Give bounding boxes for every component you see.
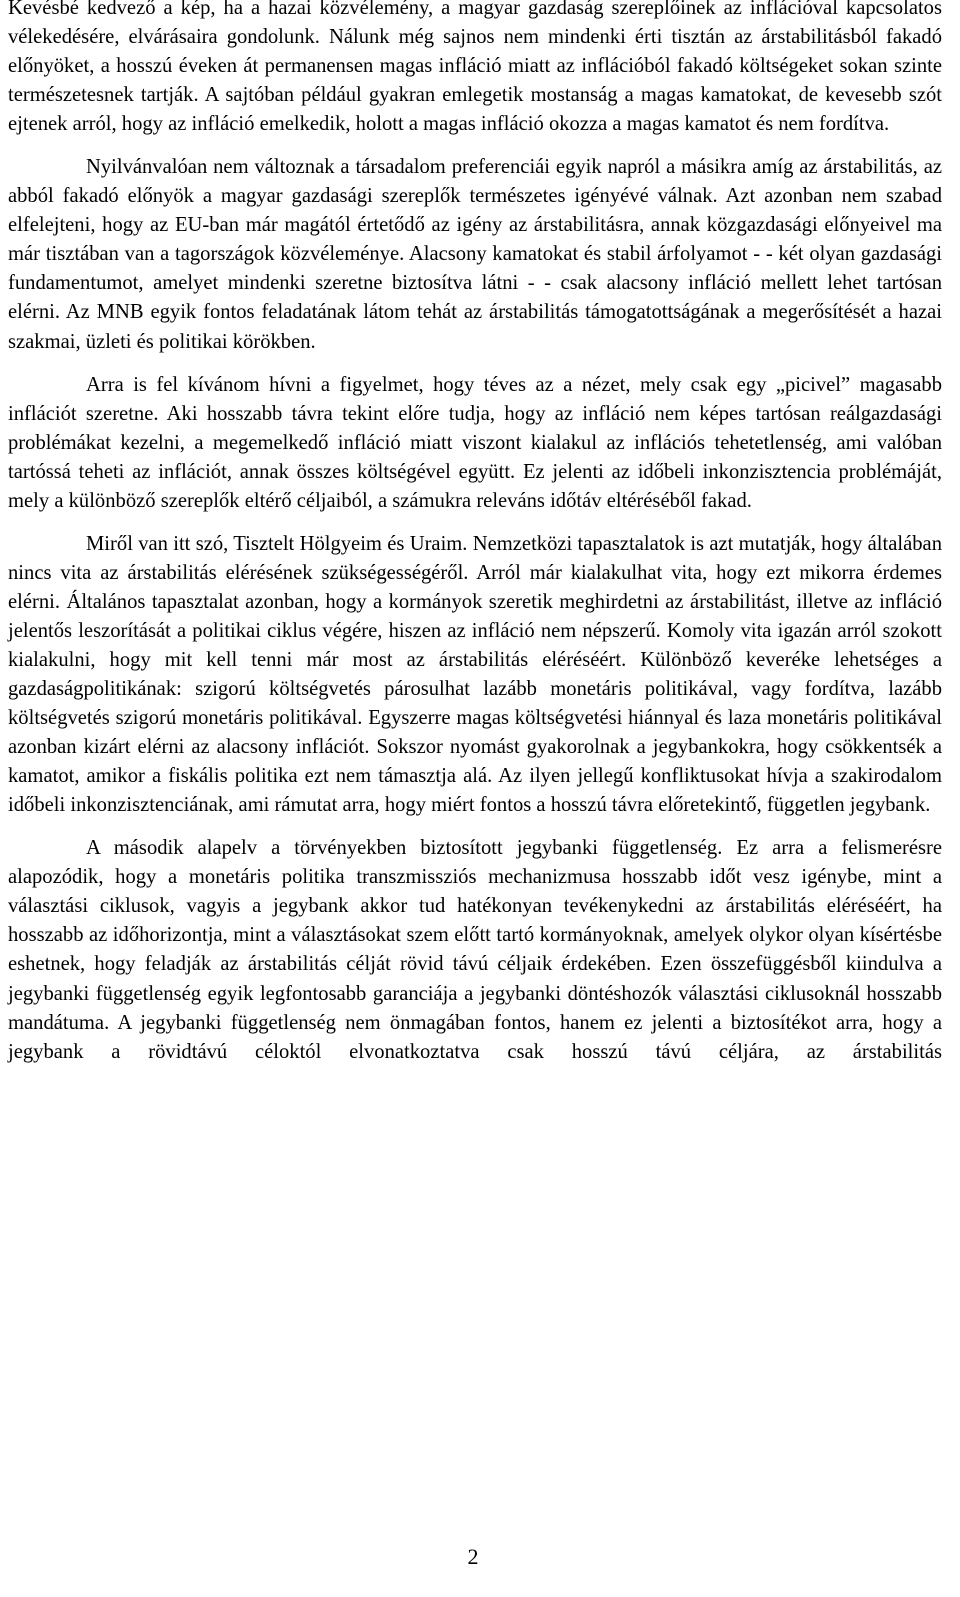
- paragraph-mild-inflation: Arra is fel kívánom hívni a figyelmet, hogy téves az a nézet, mely csak egy „picivel” magasabb inflációt szeretne. Aki hosszabb távra tekint előre tudja, hogy az infláció nem képes tartósan reálgazdasági problémákat kezelni, a megemelkedő infláció miatt viszont kialakul az inflációs tehetetlenség, ami valóban tartóssá teheti az inflációt, annak összes költségével együtt. Ez jelenti az időbeli inkonzisztencia problémáját, mely a különböző szereplők eltérő céljaiból, a számukra releváns időtáv eltéréséből fakad.: [8, 373, 942, 512]
- paragraph-social-preferences: Nyilvánvalóan nem változnak a társadalom preferenciái egyik napról a másikra amíg az árstabilitás, az abból fakadó előnyök a magyar gazdasági szereplők természetes igényévé válnak. Azt azonban nem szabad elfelejteni, hogy az EU-ban már magától értetődő az igény az árstabilitásra, annak közgazdasági előnyeivel ma már tisztában van a tagországok közvéleménye. Alacsony kamatokat és stabil árfolyamot - - két olyan gazdasági fundamentumot, amelyet mindenki szeretne biztosítva látni - - csak alacsony infláció mellett lehet tartósan elérni. Az MNB egyik fontos feladatának látom tehát az árstabilitás támogatottságának a megerősítését a hazai szakmai, üzleti és politikai körökben.: [8, 156, 942, 353]
- page-number: 2: [467, 1544, 479, 1569]
- document-body: [8, 0, 942, 1067]
- paragraph-inflation-perception: Kevésbé kedvező a kép, ha a hazai közvélemény, a magyar gazdaság szereplőinek az inflációval kapcsolatos vélekedésére, elvárásaira gondolunk. Nálunk még sajnos nem mindenki érti tisztán az árstabilitásból fakadó előnyöket, a hosszú éveken át permanensen magas infláció miatt az inflációból fakadó költségeket sokan szinte természetesnek tartják. A sajtóban például gyakran emlegetik mostanság a magas kamatokat, de kevesebb szót ejtenek arról, hogy az infláció emelkedik, holott a magas infláció okozza a magas kamatot és nem fordítva.: [8, 0, 942, 136]
- paragraph-central-bank-independence: A második alapelv a törvényekben biztosított jegybanki függetlenség. Ez arra a felismerésre alapozódik, hogy a monetáris politika transzmissziós mechanizmusa hosszabb időt vesz igénybe, mint a választási ciklusok, vagyis a jegybank akkor tud hatékonyan tevékenykedni az árstabilitás eléréséért, ha hosszabb az időhorizontja, mint a választásokat szem előtt tartó kormányoknak, amelyek olykor olyan kísértésbe eshetnek, hogy feladják az árstabilitás célját rövid távú céljaik érdekében. Ezen összefüggésből kiindulva a jegybanki függetlenség egyik legfontosabb garanciája a jegybanki döntéshozók választási ciklusoknál hosszabb mandátuma. A jegybanki függetlenség nem önmagában fontos, hanem ez jelenti a biztosítékot arra, hogy a jegybank a rövidtávú céloktól elvonatkoztatva csak hosszú távú céljára, az árstabilitás: [8, 837, 942, 1063]
- paragraph-time-inconsistency: Miről van itt szó, Tisztelt Hölgyeim és Uraim. Nemzetközi tapasztalatok is azt mutatják, hogy általában nincs vita az árstabilitás elérésének szükségességéről. Arról már kialakulhat vita, hogy ezt mikorra érdemes elérni. Általános tapasztalat azonban, hogy a kormányok szeretik meghirdetni az árstabilitást, illetve az infláció jelentős leszorítását a politikai ciklus végére, hiszen az infláció nem népszerű. Komoly vita igazán arról szokott kialakulni, hogy mit kell tenni már most az árstabilitás eléréséért. Különböző keveréke lehetséges a gazdaságpolitikának: szigorú költségvetés párosulhat lazább monetáris politikával, vagy fordítva, lazább költségvetés szigorú monetáris politikával. Egyszerre magas költségvetési hiánnyal és laza monetáris politikával azonban kizárt elérni az alacsony inflációt. Sokszor nyomást gyakorolnak a jegybankokra, hogy csökkentsék a kamatot, amikor a fiskális politika ezt nem támasztja alá. Az ilyen jellegű konfliktusokat hívja a szakirodalom időbeli inkonzisztenciának, ami rámutat arra, hogy miért fontos a hosszú távra előretekintő, független jegybank.: [8, 532, 942, 817]
